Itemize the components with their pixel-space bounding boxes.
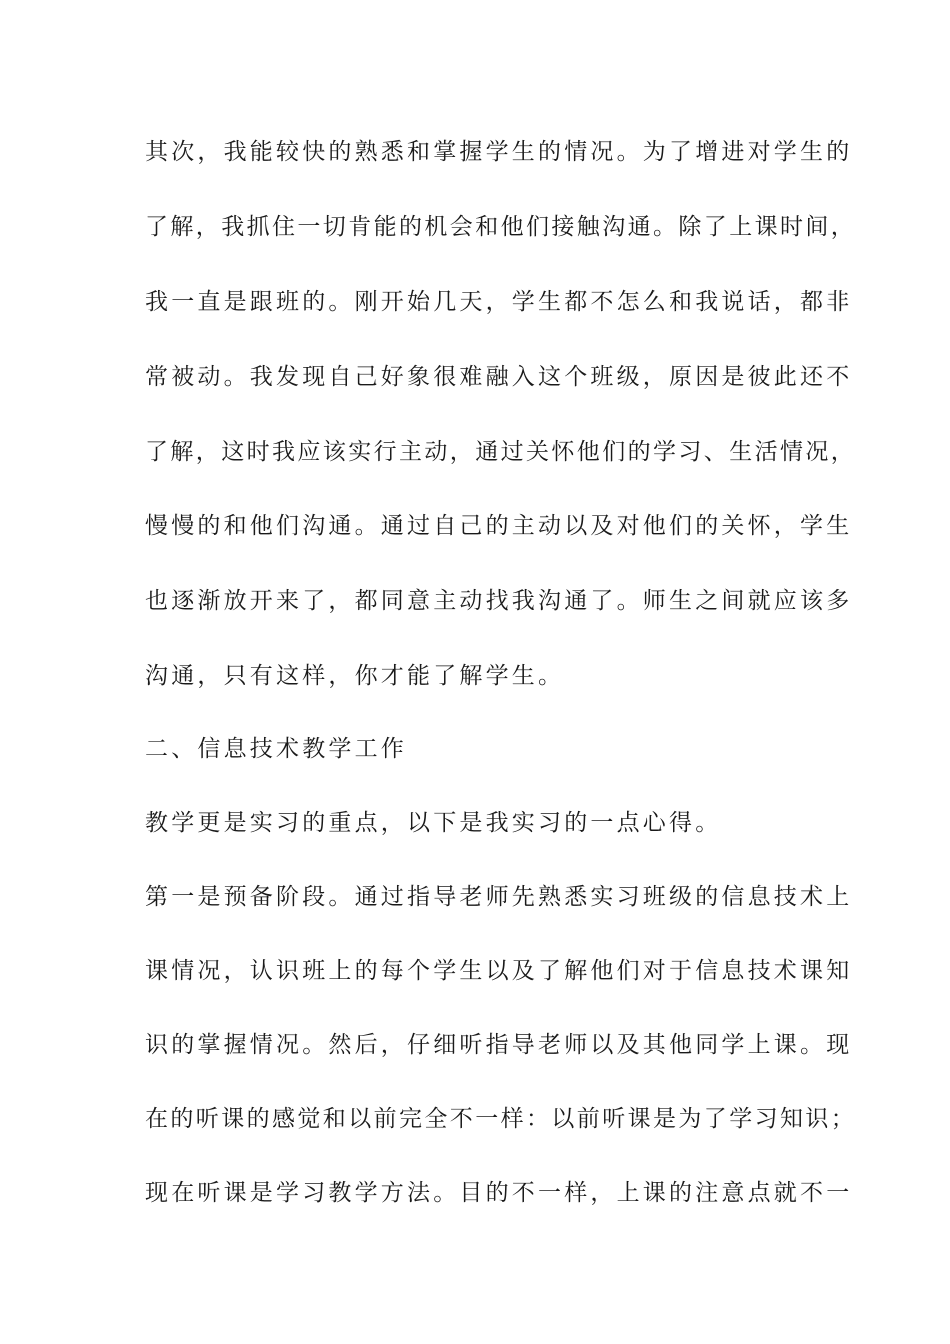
paragraph-line: 第一是预备阶段。通过指导老师先熟悉实习班级的信息技术上 <box>145 884 853 910</box>
paragraph-line: 课情况，认识班上的每个学生以及了解他们对于信息技术课知 <box>145 958 853 984</box>
paragraph-line: 了解，我抓住一切肯能的机会和他们接触沟通。除了上课时间， <box>145 214 857 240</box>
paragraph-line: 在的听课的感觉和以前完全不一样：以前听课是为了学习知识； <box>145 1106 857 1132</box>
paragraph-line: 现在听课是学习教学方法。目的不一样，上课的注意点就不一 <box>145 1180 853 1206</box>
section-heading: 二、信息技术教学工作 <box>145 736 407 762</box>
paragraph-line: 沟通，只有这样，你才能了解学生。 <box>145 663 565 689</box>
paragraph-line: 常被动。我发现自己好象很难融入这个班级，原因是彼此还不 <box>145 364 853 390</box>
paragraph-line: 教学更是实习的重点，以下是我实习的一点心得。 <box>145 810 722 836</box>
paragraph-line: 我一直是跟班的。刚开始几天，学生都不怎么和我说话，都非 <box>145 289 853 315</box>
paragraph-line: 其次，我能较快的熟悉和掌握学生的情况。为了增进对学生的 <box>145 139 853 165</box>
paragraph-line: 识的掌握情况。然后，仔细听指导老师以及其他同学上课。现 <box>145 1032 853 1058</box>
paragraph-line: 慢慢的和他们沟通。通过自己的主动以及对他们的关怀，学生 <box>145 513 853 539</box>
paragraph-line: 也逐渐放开来了，都同意主动找我沟通了。师生之间就应该多 <box>145 588 853 614</box>
paragraph-line: 了解，这时我应该实行主动，通过关怀他们的学习、生活情况， <box>145 439 857 465</box>
